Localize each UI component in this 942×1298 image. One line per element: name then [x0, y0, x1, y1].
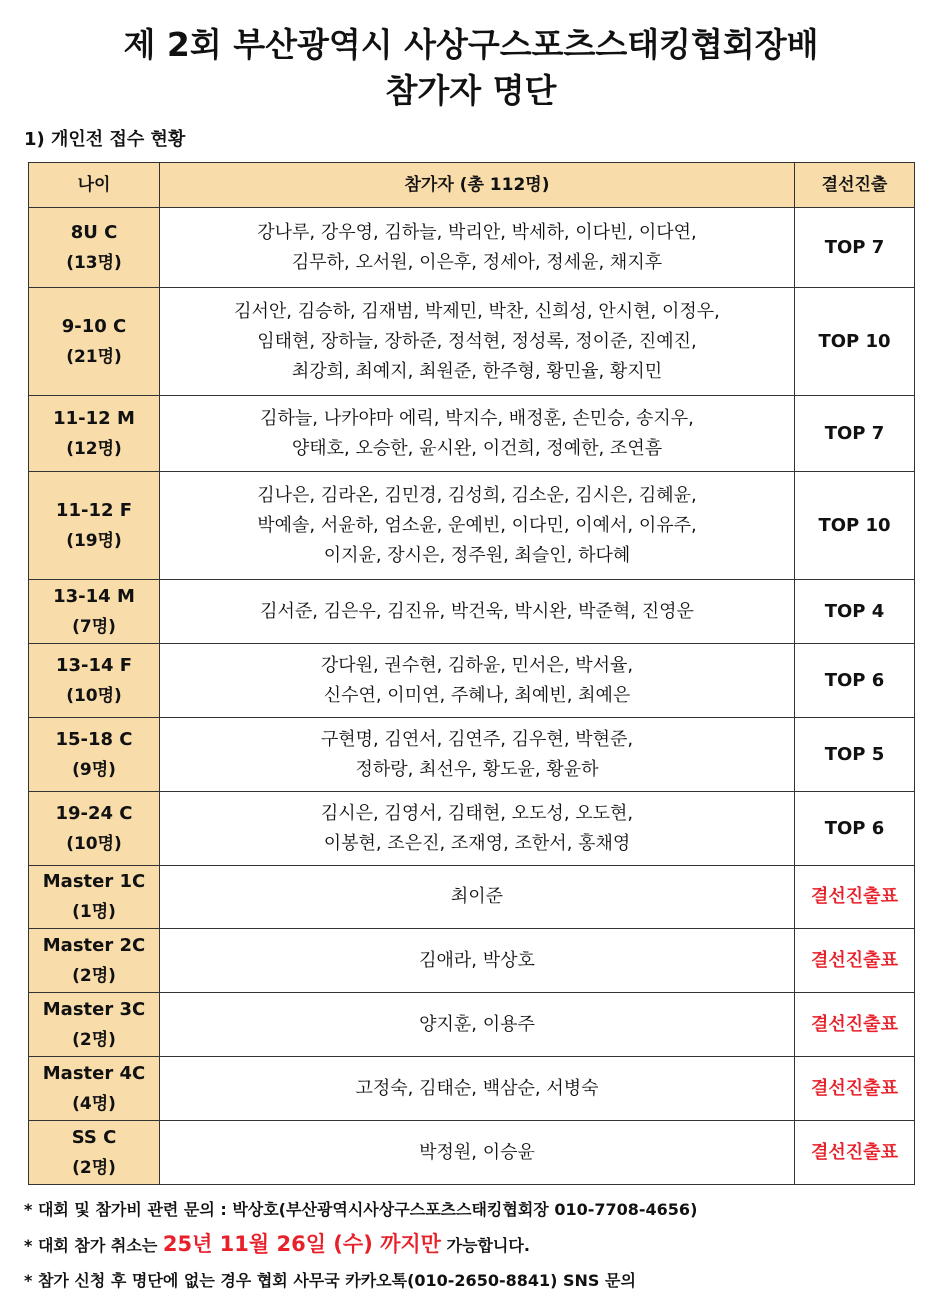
participant-count: (2명) [72, 965, 116, 986]
age-cell [29, 208, 160, 288]
note-inquiry: * 대회 및 참가비 관련 문의 : 박상호(부산광역시사상구스포츠스태킹협회장 010-7708-4656) [24, 1200, 698, 1219]
participant-names-line: 김나은, 김라온, 김민경, 김성희, 김소운, 김시은, 김혜윤, [257, 484, 697, 506]
note-cancellation-deadline: 25년 11월 26일 (수) 까지만 [162, 1232, 441, 1256]
header-age: 나이 [29, 163, 160, 208]
participant-table [28, 162, 915, 1185]
page-title [0, 22, 942, 114]
table-row [29, 1057, 915, 1121]
table-row [29, 866, 915, 929]
participant-count: (2명) [72, 1157, 116, 1178]
participant-names-cell [160, 396, 795, 472]
section-subtitle: 1) 개인전 접수 현황 [24, 129, 186, 150]
participant-names-cell [160, 580, 795, 644]
age-label: Master 4C [42, 1062, 146, 1084]
participant-names-line: 임태현, 장하늘, 장하준, 정석현, 정성록, 정이준, 진예진, [257, 330, 697, 352]
finals-cell: 결선진출표 [795, 866, 915, 929]
participant-names-line: 신수연, 이미연, 주혜나, 최예빈, 최예은 [323, 684, 631, 706]
table-row [29, 993, 915, 1057]
finals-cell: TOP 6 [795, 644, 915, 718]
participant-names-line: 김하늘, 나카야마 에릭, 박지수, 배정훈, 손민승, 송지우, [260, 407, 694, 429]
age-cell [29, 792, 160, 866]
participant-count: (1명) [72, 902, 116, 922]
table-row [29, 208, 915, 288]
notes [24, 1192, 697, 1298]
participant-count: (10명) [66, 833, 122, 854]
table-row [29, 644, 915, 718]
participant-names-cell [160, 1121, 795, 1185]
participant-count: (19명) [66, 530, 122, 551]
age-label: Master 1C [42, 871, 146, 892]
participant-names-line: 김무하, 오서원, 이은후, 정세아, 정세윤, 채지후 [291, 251, 663, 273]
age-cell [29, 718, 160, 792]
participant-names-line: 김애라, 박상호 [419, 949, 535, 971]
title-line-2: 참가자 명단 [385, 71, 557, 110]
finals-cell: TOP 10 [795, 472, 915, 580]
participant-names-cell [160, 472, 795, 580]
table-row [29, 929, 915, 993]
note-cancellation-pre: * 대회 참가 취소는 [24, 1236, 163, 1255]
participant-names-cell [160, 288, 795, 396]
age-label: 9-10 C [61, 315, 127, 337]
finals-cell: 결선진출표 [795, 929, 915, 993]
age-cell [29, 288, 160, 396]
table-row [29, 1121, 915, 1185]
participant-names-cell [160, 929, 795, 993]
age-label: 15-18 C [55, 728, 133, 750]
participant-count: (13명) [66, 252, 122, 273]
participant-names-line: 고정숙, 김태순, 백삼순, 서병숙 [355, 1077, 599, 1099]
age-cell [29, 644, 160, 718]
header-finals: 결선진출 [795, 163, 915, 208]
age-cell [29, 472, 160, 580]
note-cancellation [24, 1227, 697, 1263]
finals-cell: TOP 7 [795, 396, 915, 472]
header-participants: 참가자 (총 112명) [160, 163, 795, 208]
title-line-1: 제 2회 부산광역시 사상구스포츠스태킹협회장배 [123, 25, 819, 64]
participant-names-line: 박예솔, 서윤하, 엄소윤, 운예빈, 이다민, 이예서, 이유주, [257, 514, 697, 536]
table-row [29, 792, 915, 866]
participant-names-cell [160, 792, 795, 866]
finals-cell: TOP 7 [795, 208, 915, 288]
participant-names-line: 정하랑, 최선우, 황도윤, 황윤하 [355, 758, 599, 780]
participant-names-cell [160, 718, 795, 792]
age-cell [29, 1121, 160, 1185]
finals-cell: 결선진출표 [795, 1057, 915, 1121]
participant-names-line: 강나루, 강우영, 김하늘, 박리안, 박세하, 이다빈, 이다연, [257, 221, 697, 243]
age-label: 19-24 C [55, 802, 133, 824]
age-cell [29, 993, 160, 1057]
participant-names-line: 김서안, 김승하, 김재범, 박제민, 박찬, 신희성, 안시현, 이정우, [234, 300, 720, 322]
age-label: 11-12 F [55, 499, 133, 521]
age-cell [29, 1057, 160, 1121]
participant-names-line: 구현명, 김연서, 김연주, 김우현, 박현준, [320, 728, 634, 750]
participant-names-line: 양지훈, 이용주 [419, 1013, 535, 1035]
table-row [29, 718, 915, 792]
age-label: Master 3C [42, 998, 146, 1020]
finals-cell: TOP 4 [795, 580, 915, 644]
participant-names-cell [160, 208, 795, 288]
finals-cell: 결선진출표 [795, 1121, 915, 1185]
participant-count: (21명) [66, 346, 122, 367]
participant-names-line: 최이준 [450, 886, 504, 907]
participant-names-line: 이봉현, 조은진, 조재영, 조한서, 홍채영 [323, 832, 631, 854]
age-cell [29, 580, 160, 644]
participant-count: (12명) [66, 438, 122, 459]
participant-count: (7명) [72, 616, 116, 637]
note-missing: * 참가 신청 후 명단에 없는 경우 협회 사무국 카카오톡(010-2650-8841) SNS 문의 [24, 1271, 636, 1290]
age-label: 8U C [70, 221, 118, 243]
participant-count: (4명) [72, 1093, 116, 1114]
participant-count: (2명) [72, 1029, 116, 1050]
participant-names-line: 양태호, 오승한, 윤시완, 이건희, 정예한, 조연흠 [291, 437, 663, 459]
note-cancellation-post: 가능합니다. [440, 1236, 530, 1255]
participant-count: (9명) [72, 759, 116, 780]
participant-names-cell [160, 993, 795, 1057]
participant-count: (10명) [66, 685, 122, 706]
finals-cell: 결선진출표 [795, 993, 915, 1057]
finals-cell: TOP 6 [795, 792, 915, 866]
participant-names-line: 강다원, 권수현, 김하윤, 민서은, 박서율, [320, 654, 634, 676]
table-row [29, 288, 915, 396]
age-label: 13-14 M [53, 585, 135, 607]
table-row [29, 580, 915, 644]
participant-names-cell [160, 1057, 795, 1121]
age-cell [29, 866, 160, 929]
participant-names-line: 박정원, 이승윤 [419, 1141, 535, 1163]
participant-names-line: 최강희, 최예지, 최원준, 한주형, 황민율, 황지민 [291, 360, 663, 382]
participant-names-cell [160, 644, 795, 718]
age-label: 11-12 M [53, 407, 135, 429]
finals-cell: TOP 10 [795, 288, 915, 396]
participant-names-cell [160, 866, 795, 929]
age-label: SS C [71, 1126, 117, 1148]
table-row [29, 472, 915, 580]
table-body [29, 208, 915, 1185]
table-row [29, 396, 915, 472]
age-label: 13-14 F [55, 654, 133, 676]
age-label: Master 2C [42, 934, 146, 956]
finals-cell: TOP 5 [795, 718, 915, 792]
participant-names-line: 김시은, 김영서, 김태현, 오도성, 오도현, [320, 802, 634, 824]
table-header-row [29, 163, 915, 208]
age-cell [29, 396, 160, 472]
participant-names-line: 김서준, 김은우, 김진유, 박건욱, 박시완, 박준혁, 진영운 [260, 600, 694, 622]
participant-names-line: 이지윤, 장시은, 정주원, 최슬인, 하다혜 [323, 544, 631, 566]
age-cell [29, 929, 160, 993]
